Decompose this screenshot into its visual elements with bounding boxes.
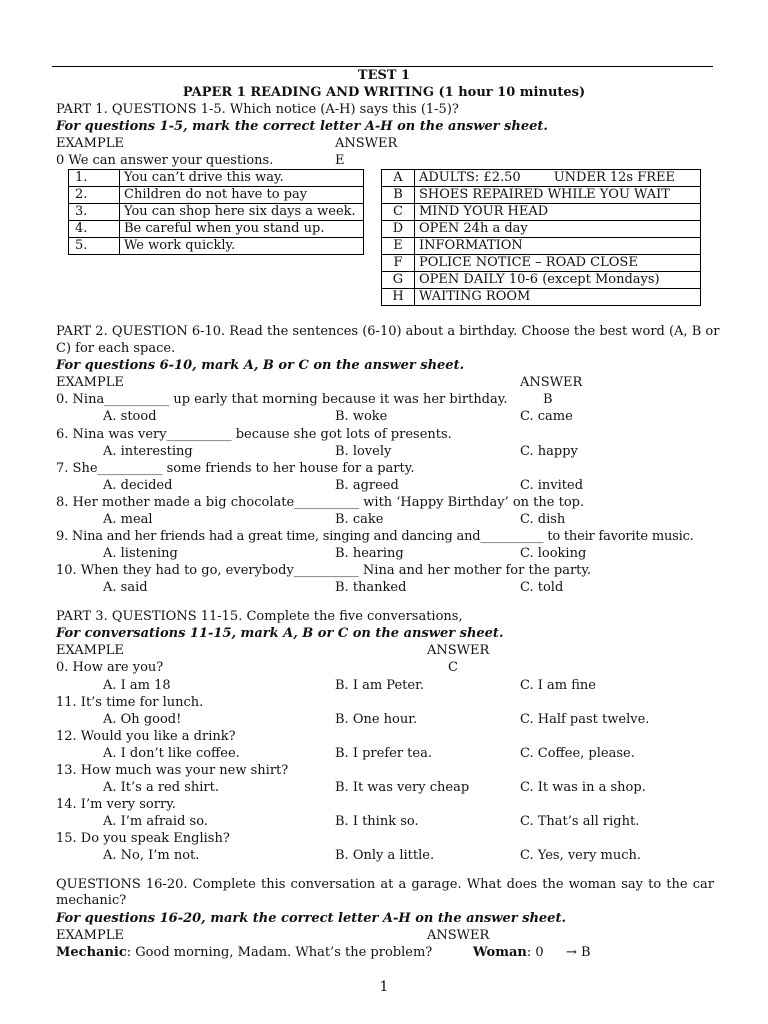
- part3-heading: PART 3. QUESTIONS 11-15. Complete the five conversations,: [56, 609, 463, 624]
- notice-row: [382, 238, 701, 255]
- option-b: B. agreed: [335, 478, 399, 493]
- notice-letter: C: [382, 204, 415, 221]
- part1-answer-label: ANSWER: [335, 136, 398, 151]
- question-text: You can shop here six days a week.: [120, 204, 364, 221]
- notice-row: [382, 272, 701, 289]
- question-number: 1.: [69, 170, 120, 187]
- questions-table: [68, 169, 364, 255]
- part4-instruction: For questions 16-20, mark the correct letter A-H on the answer sheet.: [56, 911, 566, 926]
- notice-text: WAITING ROOM: [415, 289, 701, 306]
- option-c: C. I am fine: [520, 678, 596, 693]
- notices-table: [381, 169, 701, 306]
- notice-row: [382, 170, 701, 187]
- notice-row: [382, 289, 701, 306]
- question-text: Be careful when you stand up.: [120, 221, 364, 238]
- option-b: B. I think so.: [335, 814, 419, 829]
- part4-heading: QUESTIONS 16-20. Complete this conversation at a garage. What does the woman say to the car mechanic?: [56, 877, 714, 908]
- question-text: Children do not have to pay: [120, 187, 364, 204]
- notice-letter: D: [382, 221, 415, 238]
- notice-row: [382, 255, 701, 272]
- part1-example-text: 0 We can answer your questions.: [56, 153, 274, 168]
- notice-text: ADULTS: £2.50 UNDER 12s FREE: [415, 170, 701, 187]
- notice-row: [382, 187, 701, 204]
- question-row: [69, 204, 364, 221]
- part3-question: 0. How are you?: [56, 660, 164, 675]
- option-a: A. I don’t like coffee.: [103, 746, 240, 761]
- question-text: You can’t drive this way.: [120, 170, 364, 187]
- option-c: C. Half past twelve.: [520, 712, 650, 727]
- notice-text: SHOES REPAIRED WHILE YOU WAIT: [415, 187, 701, 204]
- option-c: C. Coffee, please.: [520, 746, 635, 761]
- option-b: B. I prefer tea.: [335, 746, 432, 761]
- mechanic-label: Mechanic: [56, 945, 127, 960]
- question-number: 2.: [69, 187, 120, 204]
- notice-letter: H: [382, 289, 415, 306]
- woman-text: : 0: [526, 945, 544, 960]
- option-a: A. said: [103, 580, 148, 595]
- example-arrow-answer: → B: [566, 945, 591, 960]
- part2-question: 9. Nina and her friends had a great time, singing and dancing and__________ to their favorite music.: [56, 529, 694, 544]
- question-row: [69, 187, 364, 204]
- option-c: C. That’s all right.: [520, 814, 640, 829]
- part3-example-answer: C: [448, 660, 458, 675]
- option-a: A. No, I’m not.: [103, 848, 200, 863]
- part2-example-answer: B: [543, 392, 553, 407]
- notice-text: INFORMATION: [415, 238, 701, 255]
- part2-question: 10. When they had to go, everybody__________ Nina and her mother for the party.: [56, 563, 592, 578]
- part2-question: 0. Nina__________ up early that morning because it was her birthday.: [56, 392, 508, 407]
- option-b: B. hearing: [335, 546, 404, 561]
- part2-question: 6. Nina was very__________ because she got lots of presents.: [56, 427, 452, 442]
- part2-question: 8. Her mother made a big chocolate__________ with ‘Happy Birthday’ on the top.: [56, 495, 585, 510]
- notice-letter: G: [382, 272, 415, 289]
- option-a: A. I’m afraid so.: [103, 814, 208, 829]
- question-row: [69, 170, 364, 187]
- notice-text: OPEN DAILY 10-6 (except Mondays): [415, 272, 701, 289]
- part2-heading-line1: PART 2. QUESTION 6-10. Read the sentences (6-10) about a birthday. Choose the best word (A, B or: [56, 324, 720, 339]
- option-a: A. Oh good!: [103, 712, 182, 727]
- question-number: 4.: [69, 221, 120, 238]
- part2-question: 7. She__________ some friends to her house for a party.: [56, 461, 415, 476]
- mechanic-line: [56, 945, 432, 961]
- option-a: A. interesting: [103, 444, 193, 459]
- page-number: 1: [379, 979, 389, 995]
- option-b: B. lovely: [335, 444, 392, 459]
- option-b: B. cake: [335, 512, 384, 527]
- option-b: B. Only a little.: [335, 848, 435, 863]
- notice-text: OPEN 24h a day: [415, 221, 701, 238]
- notice-row: [382, 204, 701, 221]
- woman-label: Woman: [473, 945, 527, 960]
- part2-heading-line2: C) for each space.: [56, 341, 176, 356]
- notice-letter: A: [382, 170, 415, 187]
- option-b: B. One hour.: [335, 712, 418, 727]
- option-b: B. woke: [335, 409, 388, 424]
- option-c: C. It was in a shop.: [520, 780, 646, 795]
- part3-question: 15. Do you speak English?: [56, 831, 230, 846]
- part4-answer-label: ANSWER: [427, 928, 490, 943]
- part3-example-label: EXAMPLE: [56, 643, 124, 658]
- part1-heading: PART 1. QUESTIONS 1-5. Which notice (A-H) says this (1-5)?: [56, 102, 459, 117]
- part3-question: 12. Would you like a drink?: [56, 729, 236, 744]
- part3-question: 13. How much was your new shirt?: [56, 763, 289, 778]
- part2-answer-label: ANSWER: [520, 375, 583, 390]
- option-a: A. I am 18: [103, 678, 171, 693]
- paper-title: PAPER 1 READING AND WRITING (1 hour 10 minutes): [182, 85, 586, 100]
- option-b: B. thanked: [335, 580, 407, 595]
- option-a: A. listening: [103, 546, 178, 561]
- notice-row: [382, 221, 701, 238]
- part3-question: 14. I’m very sorry.: [56, 797, 176, 812]
- part3-question: 11. It’s time for lunch.: [56, 695, 204, 710]
- test-title: TEST 1: [357, 68, 411, 83]
- part2-example-label: EXAMPLE: [56, 375, 124, 390]
- question-row: [69, 238, 364, 255]
- notice-letter: E: [382, 238, 415, 255]
- part1-example-answer: E: [335, 153, 345, 168]
- option-c: C. Yes, very much.: [520, 848, 642, 863]
- option-c: C. told: [520, 580, 564, 595]
- notice-letter: F: [382, 255, 415, 272]
- top-rule: [52, 66, 713, 67]
- part2-instruction: For questions 6-10, mark A, B or C on the answer sheet.: [56, 358, 465, 373]
- option-c: C. came: [520, 409, 573, 424]
- option-a: A. It’s a red shirt.: [103, 780, 219, 795]
- question-text: We work quickly.: [120, 238, 364, 255]
- mechanic-text: : Good morning, Madam. What’s the problem?: [126, 945, 433, 960]
- option-c: C. invited: [520, 478, 584, 493]
- part4-example-label: EXAMPLE: [56, 928, 124, 943]
- woman-line: [473, 945, 544, 961]
- notice-text: POLICE NOTICE – ROAD CLOSE: [415, 255, 701, 272]
- option-c: C. looking: [520, 546, 587, 561]
- option-a: A. stood: [103, 409, 157, 424]
- option-a: A. decided: [103, 478, 173, 493]
- part3-instruction: For conversations 11-15, mark A, B or C on the answer sheet.: [56, 626, 504, 641]
- option-c: C. dish: [520, 512, 566, 527]
- option-b: B. It was very cheap: [335, 780, 470, 795]
- question-row: [69, 221, 364, 238]
- option-a: A. meal: [103, 512, 153, 527]
- option-c: C. happy: [520, 444, 578, 459]
- part1-instruction: For questions 1-5, mark the correct letter A-H on the answer sheet.: [56, 119, 548, 134]
- part3-answer-label: ANSWER: [427, 643, 490, 658]
- question-number: 3.: [69, 204, 120, 221]
- notice-text: MIND YOUR HEAD: [415, 204, 701, 221]
- part1-example-label: EXAMPLE: [56, 136, 124, 151]
- question-number: 5.: [69, 238, 120, 255]
- option-b: B. I am Peter.: [335, 678, 424, 693]
- notice-letter: B: [382, 187, 415, 204]
